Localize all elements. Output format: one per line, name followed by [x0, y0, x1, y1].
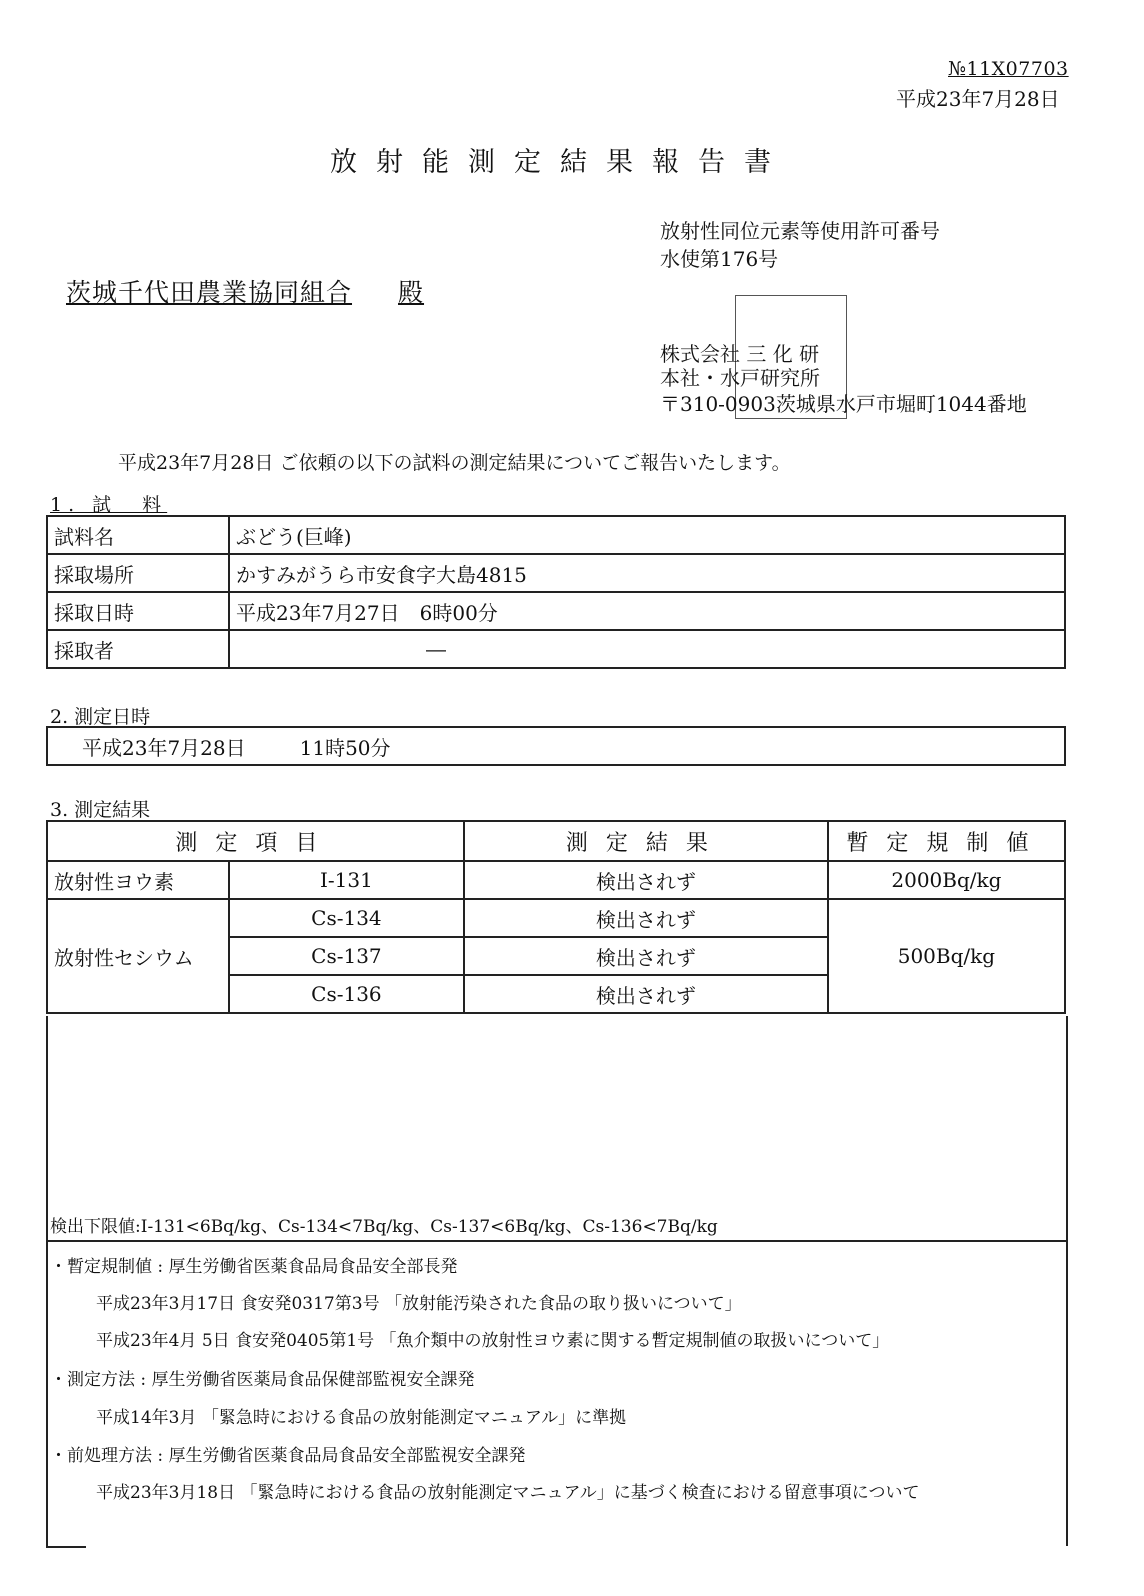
column-header-item: 測定項目: [47, 821, 464, 861]
company-address: 〒310-0903茨城県水戸市堀町1044番地: [660, 392, 1027, 416]
permit-label: 放射性同位元素等使用許可番号: [660, 219, 940, 243]
column-header-limit: 暫定規制値: [828, 821, 1065, 861]
cesium-134-nuclide: Cs-134: [229, 899, 464, 937]
note-line: 平成23年4月 5日 食安発0405第1号 「魚介類中の放射性ヨウ素に関する暫定規制値の取扱いについて」: [96, 1331, 890, 1351]
iodine-nuclide: I-131: [229, 861, 464, 899]
table-header-row: [47, 821, 1065, 861]
addressee: [66, 273, 424, 309]
sample-location-value: かすみがうら市安食字大島4815: [229, 554, 1065, 592]
note-line: ・暫定規制値 : 厚生労働省医薬食品局食品安全部長発: [50, 1257, 458, 1277]
addressee-suffix: 殿: [398, 278, 425, 307]
table-row: [47, 861, 1065, 899]
cesium-136-nuclide: Cs-136: [229, 975, 464, 1013]
note-line: 平成14年3月 「緊急時における食品の放射能測定マニュアル」に準拠: [96, 1408, 627, 1428]
measurement-datetime-table: [46, 726, 1066, 766]
sampler-label: 採取者: [47, 630, 229, 668]
page-title: 放射能測定結果報告書: [330, 147, 790, 178]
permit-number: 水使第176号: [660, 247, 779, 271]
table-row: [47, 899, 1065, 937]
sample-datetime-value: 平成23年7月27日 6時00分: [229, 592, 1065, 630]
table-row: [47, 592, 1065, 630]
iodine-result: 検出されず: [464, 861, 828, 899]
note-line: 平成23年3月18日 「緊急時における食品の放射能測定マニュアル」に基づく検査における留意事項について: [96, 1483, 920, 1503]
sample-name-value: ぶどう(巨峰): [229, 516, 1065, 554]
table-row: [47, 630, 1065, 668]
intro-text: 平成23年7月28日 ご依頼の以下の試料の測定結果についてご報告いたします。: [118, 452, 791, 474]
measurement-datetime: [47, 727, 1065, 765]
sampler-value: ―: [229, 630, 1065, 668]
cesium-134-result: 検出されず: [464, 899, 828, 937]
addressee-name: 茨城千代田農業協同組合: [66, 278, 353, 307]
cesium-137-nuclide: Cs-137: [229, 937, 464, 975]
table-row: [47, 727, 1065, 765]
iodine-limit: 2000Bq/kg: [828, 861, 1065, 899]
measurement-date: 平成23年7月28日: [82, 735, 246, 760]
note-line: ・測定方法 : 厚生労働省医薬局食品保健部監視安全課発: [50, 1370, 475, 1390]
sample-datetime-label: 採取日時: [47, 592, 229, 630]
sample-table: [46, 515, 1066, 669]
detection-limits: 検出下限値:I-131<6Bq/kg、Cs-134<7Bq/kg、Cs-137<6Bq/kg、Cs-136<7Bq/kg: [50, 1217, 718, 1237]
note-line: ・前処理方法 : 厚生労働省医薬食品局食品安全部監視安全課発: [50, 1446, 526, 1466]
divider: [46, 1240, 1066, 1242]
cesium-137-result: 検出されず: [464, 937, 828, 975]
table-row: [47, 554, 1065, 592]
column-header-result: 測定結果: [464, 821, 828, 861]
section1-heading: 1. 試 料: [50, 494, 168, 516]
cesium-group: 放射性セシウム: [47, 899, 229, 1013]
results-table: [46, 820, 1066, 1014]
table-row: [47, 516, 1065, 554]
sample-name-label: 試料名: [47, 516, 229, 554]
company-name: 株式会社 三 化 研: [660, 342, 820, 366]
cesium-136-result: 検出されず: [464, 975, 828, 1013]
cesium-limit: 500Bq/kg: [828, 899, 1065, 1013]
note-line: 平成23年3月17日 食安発0317第3号 「放射能汚染された食品の取り扱いについて」: [96, 1294, 742, 1314]
iodine-group: 放射性ヨウ素: [47, 861, 229, 899]
measurement-time: 11時50分: [299, 735, 391, 760]
divider: [46, 1546, 86, 1548]
section3-heading: 3. 測定結果: [50, 799, 151, 821]
report-date: 平成23年7月28日: [896, 87, 1060, 111]
company-office: 本社・水戸研究所: [660, 366, 820, 390]
results-notes-box: [46, 1016, 1068, 1546]
section2-heading: 2. 測定日時: [50, 706, 151, 728]
sample-location-label: 採取場所: [47, 554, 229, 592]
document-number: №11X07703: [948, 58, 1069, 80]
